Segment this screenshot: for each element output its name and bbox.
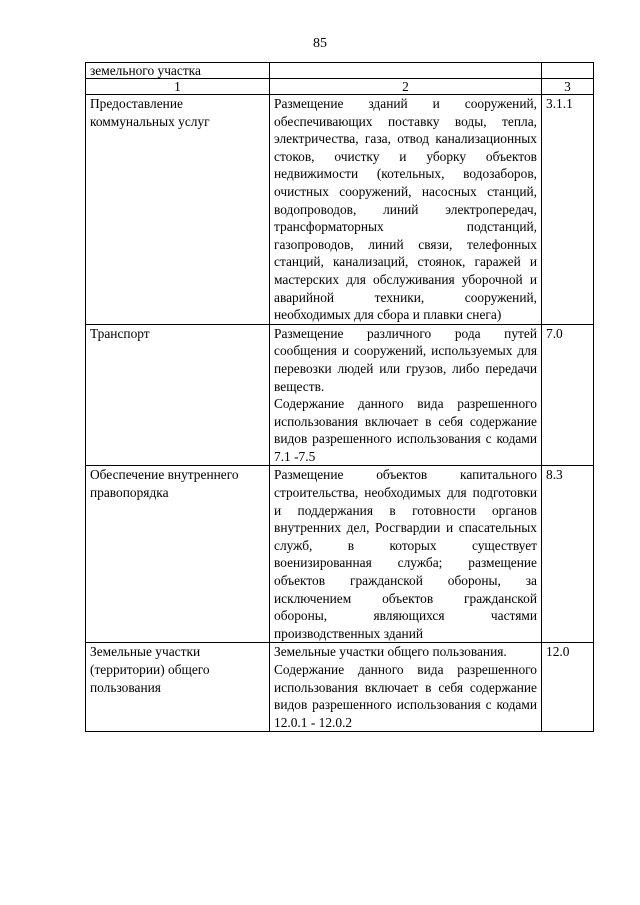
use-name: Транспорт [86, 324, 270, 466]
use-description [270, 95, 542, 325]
continuation-cell [86, 63, 270, 79]
description-paragraph: Размещение объектов капитального строительства, необходимых для подготовки и поддержания в готовности органов внутренних дел, Росгвардии и спасательных служб, в которых существует военизированная служба; размещение объектов гражданской обороны, за исключением объектов гражданской обороны, являющихся частями производственных зданий [274, 467, 537, 641]
use-code: 12.0 [542, 643, 594, 732]
column-number-row [86, 79, 594, 95]
use-name: Земельные участки (территории) общего пользования [86, 643, 270, 732]
use-code: 7.0 [542, 324, 594, 466]
table-row [86, 466, 594, 643]
table-row [86, 643, 594, 732]
continuation-row [86, 63, 594, 79]
use-name: Обеспечение внутреннего правопорядка [86, 466, 270, 643]
empty-cell [542, 63, 594, 79]
use-code: 8.3 [542, 466, 594, 643]
description-paragraph: Земельные участки общего пользования. [274, 644, 507, 660]
use-description [270, 466, 542, 643]
column-number-1: 1 [86, 79, 270, 95]
table-row [86, 324, 594, 466]
use-description [270, 324, 542, 466]
use-description [270, 643, 542, 732]
description-paragraph: Размещение зданий и сооружений, обеспечивающих поставку воды, тепла, электричества, газа, отвод канализационных стоков, очистку и уборку объектов недвижимости (котельных, водозаборов, очистных сооружений, насосных станций, водопроводов, линий электропередач, трансформаторных подстанций, газопроводов, линий связи, телефонных станций, канализаций, стоянок, гаражей и мастерских для обслуживания уборочной и аварийной техники, сооружений, необходимых для сбора и плавки снега) [274, 96, 537, 323]
description-paragraph: Содержание данного вида разрешенного использования включает в себя содержание видов разрешенного использования с кодами 12.0.1 - 12.0.2 [274, 662, 537, 730]
empty-cell [270, 63, 542, 79]
continuation-text: земельного участка [90, 63, 201, 78]
use-name: Предоставление коммунальных услуг [86, 95, 270, 325]
column-number-3: 3 [542, 79, 594, 95]
use-code: 3.1.1 [542, 95, 594, 325]
column-number-2: 2 [270, 79, 542, 95]
table-row [86, 95, 594, 325]
description-paragraph: Содержание данного вида разрешенного использования включает в себя содержание видов разрешенного использования с кодами 7.1 -7.5 [274, 396, 537, 464]
description-paragraph: Размещение различного рода путей сообщения и сооружений, используемых для перевозки людей или грузов, либо передачи веществ. [274, 325, 537, 394]
page-number: 85 [313, 36, 327, 51]
permitted-use-table [85, 62, 594, 732]
